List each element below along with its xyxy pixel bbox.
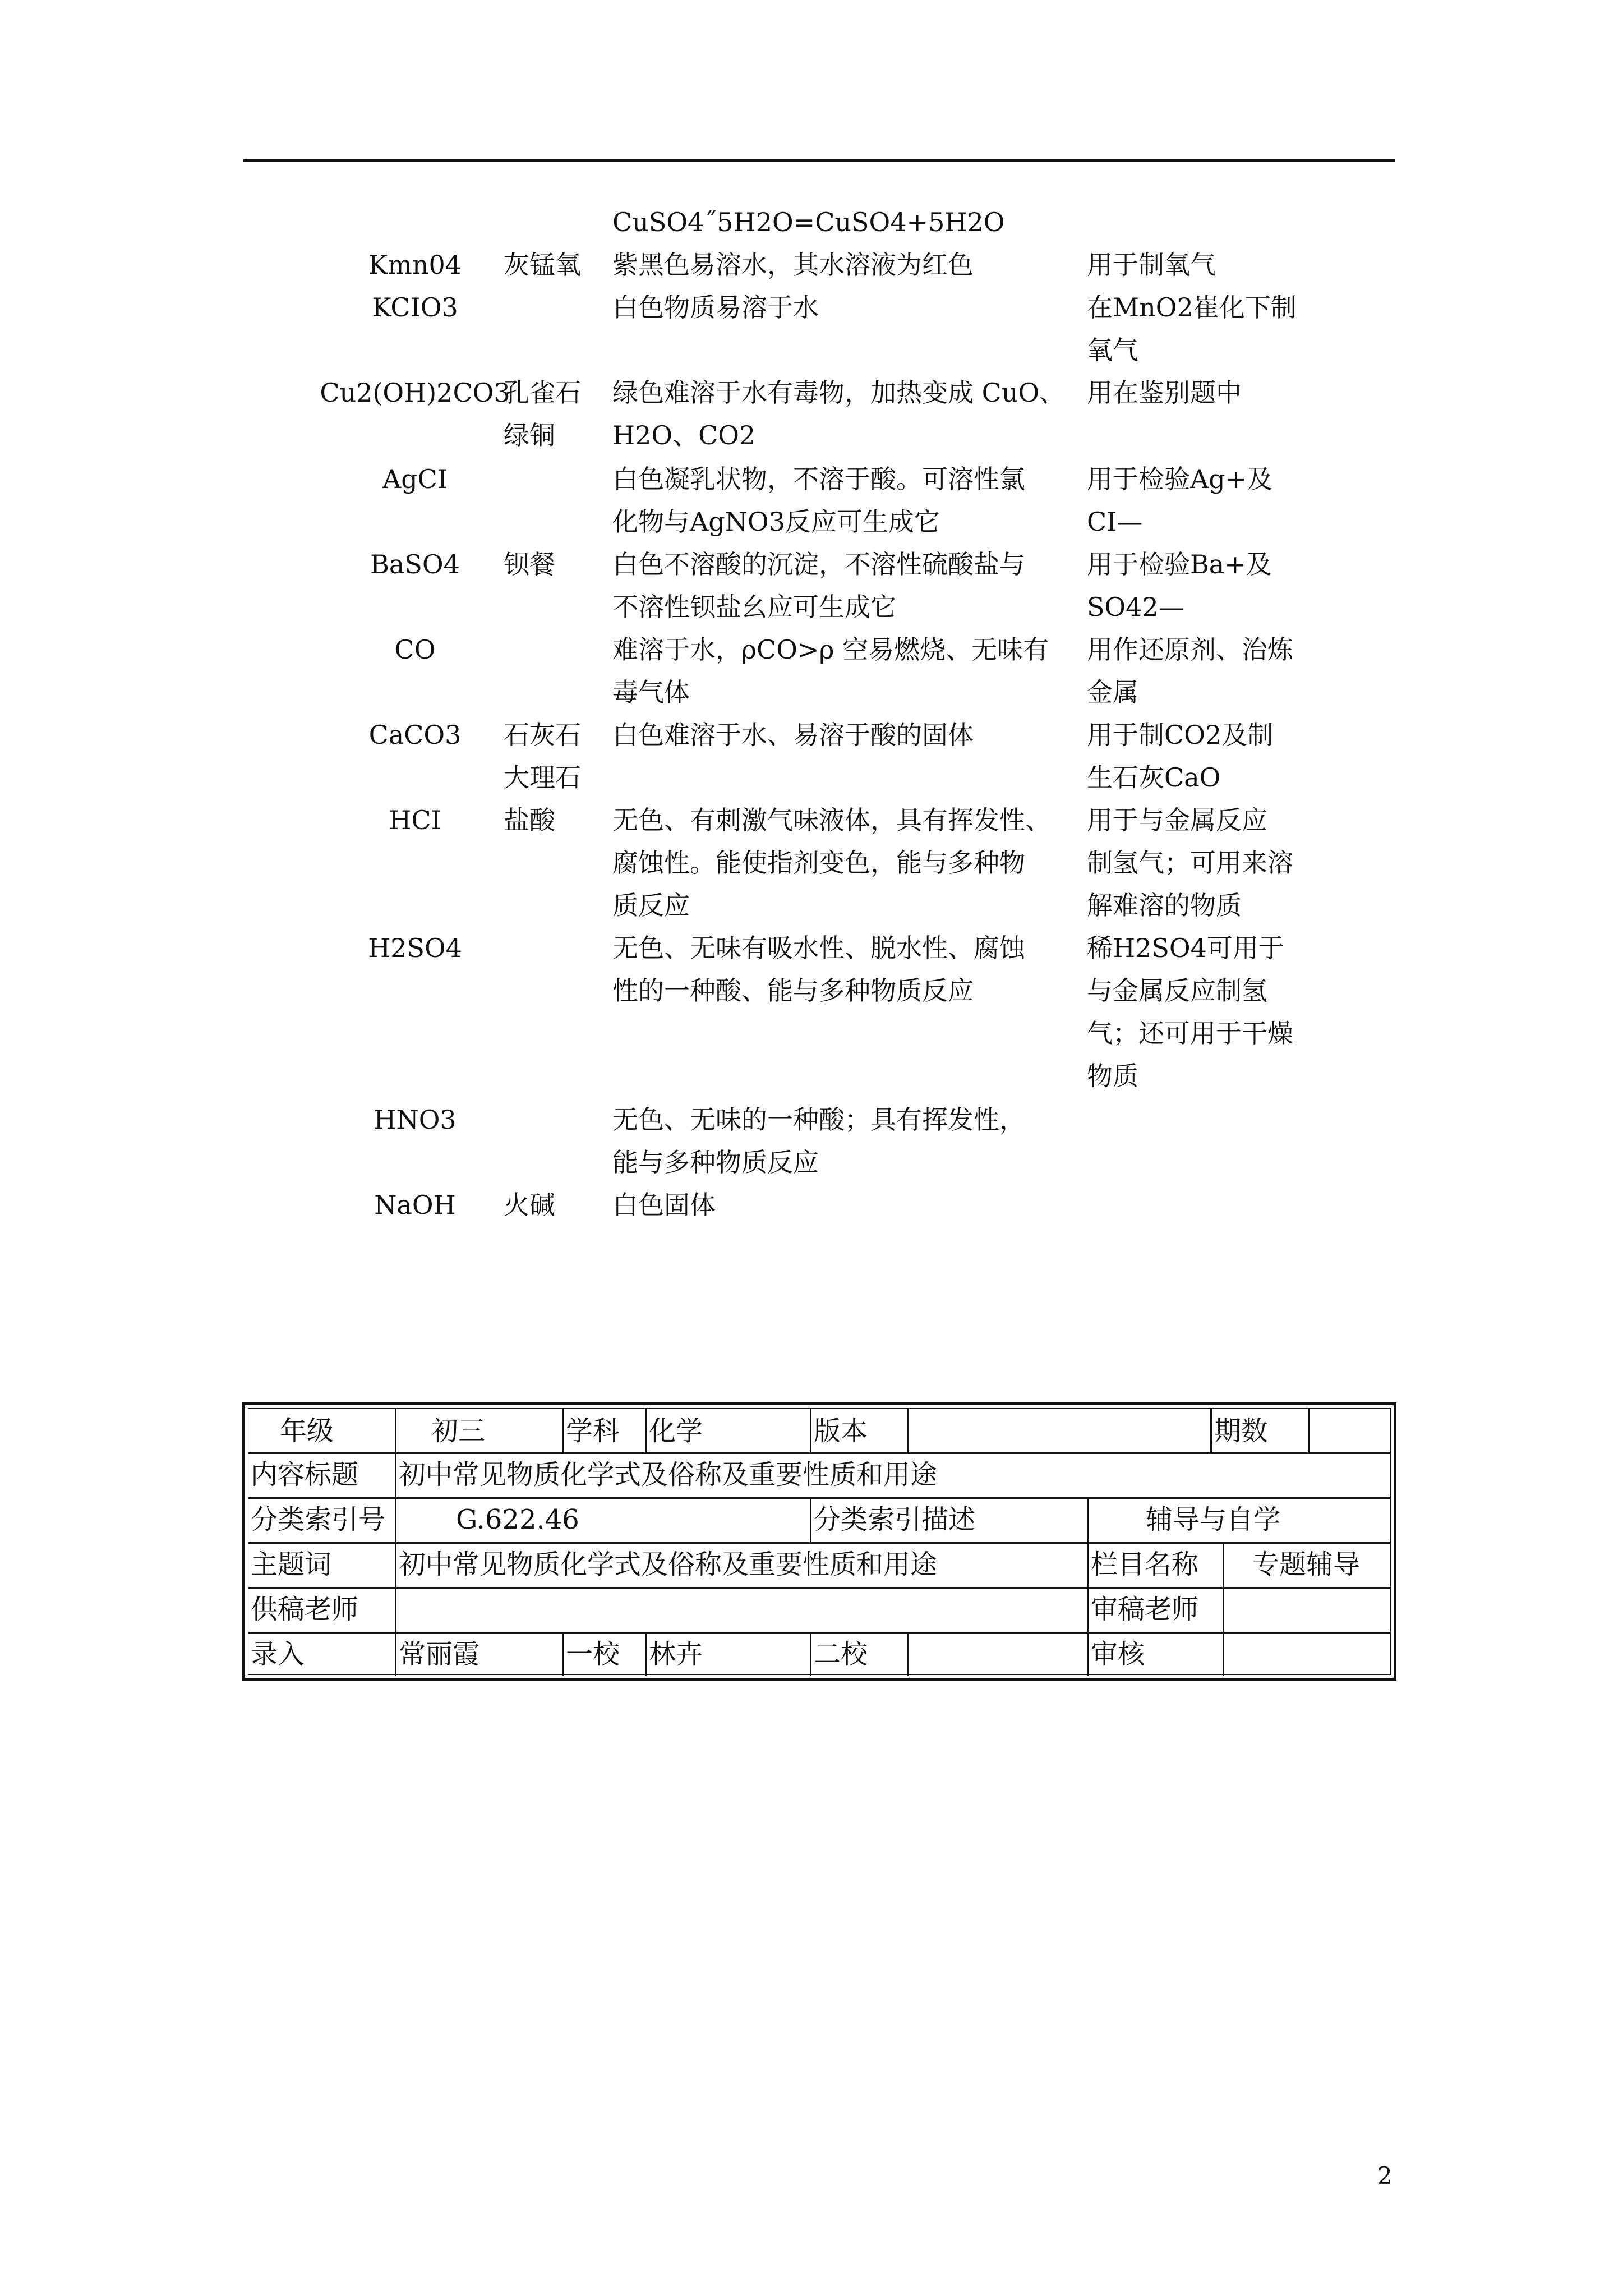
col-divider bbox=[907, 1632, 909, 1676]
formula-cell: H2SO4 bbox=[368, 933, 462, 963]
column-name-value: 专题辅导 bbox=[1252, 1549, 1361, 1580]
col-divider bbox=[810, 1497, 811, 1542]
entry-value: 常丽霞 bbox=[399, 1639, 480, 1670]
title-value: 初中常见物质化学式及俗称及重要性质和用途 bbox=[399, 1459, 938, 1490]
col-divider bbox=[1087, 1497, 1089, 1542]
subject-label: 学科 bbox=[566, 1415, 620, 1447]
props-cell: 白色固体 bbox=[612, 1190, 716, 1220]
props-cell: 无色、无味的一种酸；具有挥发性， bbox=[612, 1105, 1025, 1135]
uses-cell: 与金属反应制氢 bbox=[1087, 976, 1267, 1006]
uses-cell: 用于检验Ba+及 bbox=[1087, 549, 1272, 579]
formula-cell: AgCI bbox=[382, 464, 448, 494]
alias-cell: 盐酸 bbox=[504, 805, 555, 835]
school2-label: 二校 bbox=[814, 1639, 868, 1670]
props-cell: 白色不溶酸的沉淀，不溶性硫酸盐与 bbox=[612, 549, 1025, 579]
props-cell: 腐蚀性。能使指剂变色，能与多种物 bbox=[612, 848, 1025, 878]
col-divider bbox=[562, 1409, 564, 1452]
props-cell: 无色、有刺激气味液体，具有挥发性、 bbox=[612, 805, 1051, 835]
title-label: 内容标题 bbox=[251, 1459, 359, 1490]
props-cell: 白色物质易溶于水 bbox=[612, 292, 819, 323]
alias-cell: 钡餐 bbox=[504, 549, 555, 579]
formula-cell: Kmn04 bbox=[368, 250, 462, 280]
reviewer-label: 审稿老师 bbox=[1091, 1594, 1199, 1625]
col-divider bbox=[395, 1497, 396, 1542]
formula-cell: CaCO3 bbox=[368, 720, 462, 750]
props-cell: 白色难溶于水、易溶于酸的固体 bbox=[612, 720, 974, 750]
uses-cell: CI— bbox=[1087, 507, 1143, 537]
formula-cell: BaSO4 bbox=[370, 549, 460, 579]
uses-cell: 用于检验Ag+及 bbox=[1087, 464, 1273, 494]
subject-value: 化学 bbox=[649, 1415, 703, 1447]
col-divider bbox=[395, 1587, 396, 1632]
header-rule bbox=[243, 159, 1395, 162]
props-cell: 性的一种酸、能与多种物质反应 bbox=[612, 976, 974, 1006]
info-table-grid bbox=[248, 1408, 1391, 1675]
alias-cell: 火碱 bbox=[504, 1190, 555, 1220]
uses-cell: SO42— bbox=[1087, 592, 1184, 622]
info-table bbox=[242, 1402, 1396, 1681]
supplier-label: 供稿老师 bbox=[251, 1594, 359, 1625]
props-cell: 不溶性钡盐幺应可生成它 bbox=[612, 592, 896, 622]
props-cell: H2O、CO2 bbox=[612, 420, 756, 450]
row-divider bbox=[248, 1587, 1390, 1589]
uses-cell: 物质 bbox=[1087, 1061, 1138, 1091]
props-cell: 紫黑色易溶水，其水溶液为红色 bbox=[612, 250, 974, 280]
props-cell: 无色、无味有吸水性、脱水性、腐蚀 bbox=[612, 933, 1025, 963]
col-divider bbox=[1087, 1542, 1089, 1587]
uses-cell: 稀H2SO4可用于 bbox=[1087, 933, 1284, 963]
class-desc-value: 辅导与自学 bbox=[1146, 1504, 1281, 1535]
props-cell: 绿色难溶于水有毒物，加热变成 CuO、 bbox=[612, 378, 1066, 408]
col-divider bbox=[645, 1632, 647, 1676]
uses-cell: 氧气 bbox=[1087, 335, 1138, 365]
alias-cell: 大理石 bbox=[504, 762, 581, 793]
props-cell: 毒气体 bbox=[612, 677, 690, 707]
props-cell: 能与多种物质反应 bbox=[612, 1147, 819, 1177]
school1-label: 一校 bbox=[566, 1639, 620, 1670]
uses-cell: 制氢气；可用来溶 bbox=[1087, 848, 1293, 878]
uses-cell: 用作还原剂、治炼 bbox=[1087, 634, 1293, 665]
col-divider bbox=[907, 1409, 909, 1452]
uses-cell: 用于制氧气 bbox=[1087, 250, 1216, 280]
subject-words-label: 主题词 bbox=[251, 1549, 332, 1580]
col-divider bbox=[810, 1632, 811, 1676]
alias-cell: 灰锰氧 bbox=[504, 250, 581, 280]
col-divider bbox=[1210, 1409, 1212, 1452]
col-divider bbox=[395, 1542, 396, 1587]
col-divider bbox=[1087, 1587, 1089, 1632]
uses-cell: 气；还可用于干燥 bbox=[1087, 1018, 1293, 1048]
props-cell: 难溶于水，ρCO>ρ 空易燃烧、无味有 bbox=[612, 634, 1049, 665]
class-index-label: 分类索引号 bbox=[251, 1504, 386, 1535]
alias-cell: 孔雀石 bbox=[504, 378, 581, 408]
formula-cell: KCIO3 bbox=[372, 292, 458, 323]
uses-cell: 用于与金属反应 bbox=[1087, 805, 1267, 835]
formula-cell: Cu2(OH)2CO3 bbox=[320, 378, 510, 408]
formula-cell: HNO3 bbox=[374, 1105, 457, 1135]
column-name-label: 栏目名称 bbox=[1091, 1549, 1199, 1580]
col-divider bbox=[1308, 1409, 1310, 1452]
page-number: 2 bbox=[1377, 2162, 1393, 2189]
col-divider bbox=[1223, 1587, 1224, 1632]
uses-cell: 用在鉴别题中 bbox=[1087, 378, 1242, 408]
props-cell: 白色凝乳状物，不溶于酸。可溶性氯 bbox=[612, 464, 1025, 494]
col-divider bbox=[395, 1452, 396, 1497]
formula-cell: CO bbox=[394, 634, 436, 665]
col-divider bbox=[562, 1632, 564, 1676]
grade-label: 年级 bbox=[280, 1415, 334, 1447]
audit-label: 审核 bbox=[1091, 1639, 1145, 1670]
formula-cell: HCI bbox=[389, 805, 441, 835]
alias-cell: 绿铜 bbox=[504, 420, 555, 450]
formula-cell: NaOH bbox=[374, 1190, 456, 1220]
col-divider bbox=[1223, 1542, 1224, 1587]
col-divider bbox=[645, 1409, 647, 1452]
uses-cell: 生石灰CaO bbox=[1087, 762, 1221, 793]
school1-value: 林卉 bbox=[649, 1639, 703, 1670]
class-desc-label: 分类索引描述 bbox=[814, 1504, 976, 1535]
grade-value: 初三 bbox=[431, 1415, 486, 1447]
uses-cell: 在MnO2崔化下制 bbox=[1087, 292, 1297, 323]
uses-cell: 金属 bbox=[1087, 677, 1138, 707]
col-divider bbox=[395, 1632, 396, 1676]
issue-label: 期数 bbox=[1214, 1415, 1269, 1447]
edition-label: 版本 bbox=[814, 1415, 868, 1447]
uses-cell: 用于制CO2及制 bbox=[1087, 720, 1274, 750]
props-cell: CuSO4˝5H2O=CuSO4+5H2O bbox=[612, 207, 1005, 237]
entry-label: 录入 bbox=[251, 1639, 305, 1670]
col-divider bbox=[395, 1409, 396, 1452]
col-divider bbox=[810, 1409, 811, 1452]
props-cell: 质反应 bbox=[612, 890, 690, 921]
uses-cell: 解难溶的物质 bbox=[1087, 890, 1242, 921]
col-divider bbox=[1223, 1632, 1224, 1676]
class-index-value: G.622.46 bbox=[456, 1504, 579, 1535]
subject-words-value: 初中常见物质化学式及俗称及重要性质和用途 bbox=[399, 1549, 938, 1580]
col-divider bbox=[1087, 1632, 1089, 1676]
alias-cell: 石灰石 bbox=[504, 720, 581, 750]
props-cell: 化物与AgNO3反应可生成它 bbox=[612, 507, 940, 537]
